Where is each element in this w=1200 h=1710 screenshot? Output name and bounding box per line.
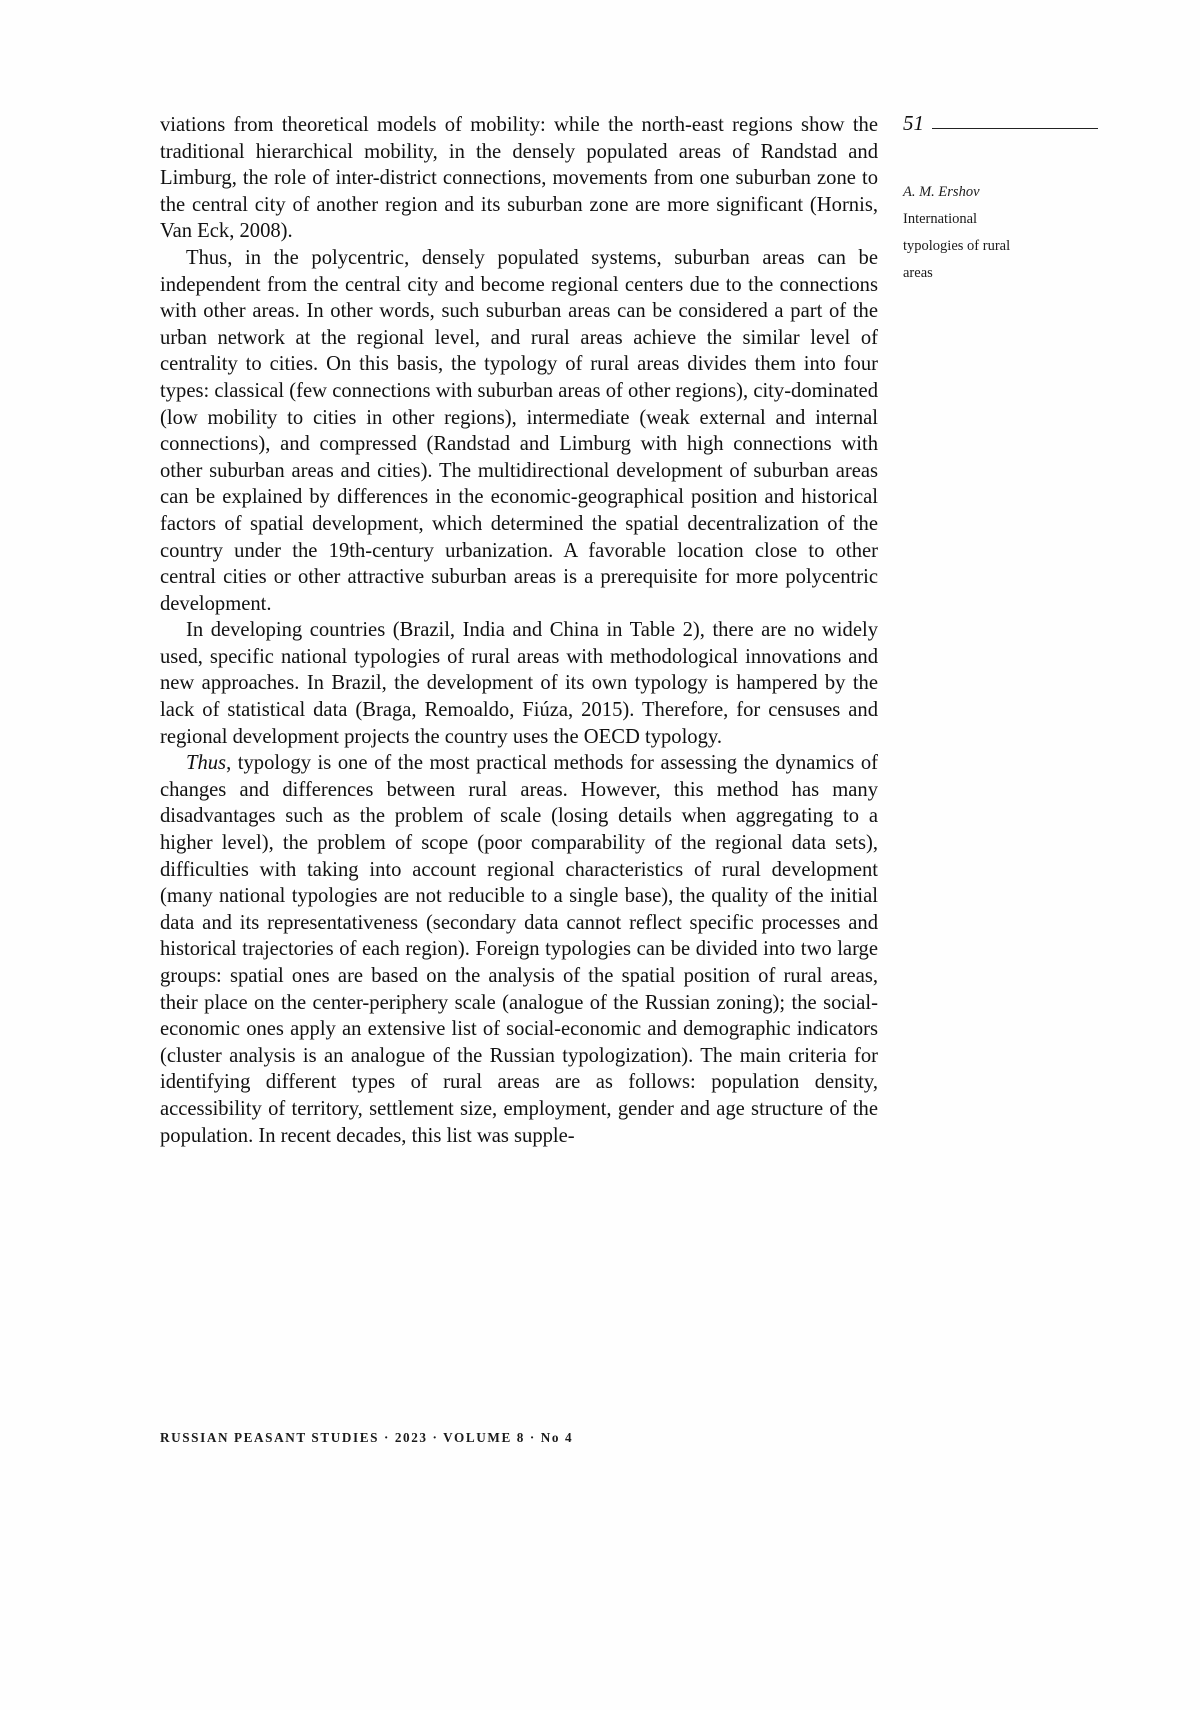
running-head-title-line-2: typologies of rural (903, 238, 1011, 254)
page-number: 51 (903, 111, 924, 135)
running-head-title-line-3: areas (903, 265, 933, 281)
running-head (903, 179, 1098, 287)
paragraph-developing-countries: In developing countries (Brazil, India and China in Table 2), there are no widely used, specific national typologies of rural areas with methodological innovations and new approaches. In Brazil, the development of its own typology is hampered by the lack of statistical data (Braga, Remoaldo, Fiúza, 2015). Therefore, for censuses and regional development projects the country uses the OECD typology. (160, 619, 878, 748)
paragraph-polycentric-systems: Thus, in the polycentric, densely populated systems, suburban areas can be independent from the central city and become regional centers due to the connections with other areas. In other words, such suburban areas can be considered a part of the urban network at the regional level, and rural areas achieve the similar level of centrality to cities. On this basis, the typology of rural areas divides them into four types: classical (few connections with suburban areas of other regions), city-dominated (low mobility to cities in other regions), intermediate (weak external and internal connections), and compressed (Randstad and Limburg with high connections with other suburban areas and cities). The multidirectional development of suburban areas can be explained by differences in the economic-geographical position and historical factors of spatial development, which determined the spatial decentralization of the country under the 19th-century urbanization. A favorable location close to other central cities or other attractive suburban areas is a prerequisite for more polycentric development. (160, 246, 878, 615)
page-footer: RUSSIAN PEASANT STUDIES · 2023 · VOLUME 8 · No 4 (160, 1430, 574, 1445)
paragraph-conclusion-lead: Thus (186, 752, 227, 775)
paragraph-continuation: viations from theoretical models of mobility: while the north-east regions show the traditional hierarchical mobility, in the densely populated areas of Randstad and Limburg, the role of inter-district connections, movements from one suburban zone to the central city of another region and its suburban zone are more significant (Hornis, Van Eck, 2008). (160, 114, 878, 243)
article-body (160, 112, 878, 1149)
running-head-author: A. M. Ershov (903, 184, 980, 200)
running-head-title-line-1: International (903, 211, 978, 227)
paragraph-conclusion-text: , typology is one of the most practical methods for assessing the dynamics of changes and differences between rural areas. However, this method has many disadvantages such as the problem of scale (losing details when aggregating to a higher level), the problem of scope (poor comparability of the regional data sets), difficulties with taking into account regional characteristics of rural development (many national typologies are not reducible to a single base), the quality of the initial data and its representativeness (secondary data cannot reflect specific processes and historical trajectories of each region). Foreign typologies can be divided into two large groups: spatial ones are based on the analysis of the spatial position of rural areas, their place on the center-periphery scale (analogue of the Russian zoning); the social-economic ones apply an extensive list of social-economic and demographic indicators (cluster analysis is an analogue of the Russian typologization). The main criteria for identifying different types of rural areas are as follows: population density, accessibility of territory, settlement size, employment, gender and age structure of the population. In recent decades, this list was supple- (160, 752, 878, 1147)
horizontal-rule (932, 128, 1098, 129)
paragraph-conclusion (160, 750, 878, 1149)
page-number-row (903, 112, 1098, 134)
margin-column (903, 112, 1098, 287)
body-text-column (160, 112, 878, 1149)
